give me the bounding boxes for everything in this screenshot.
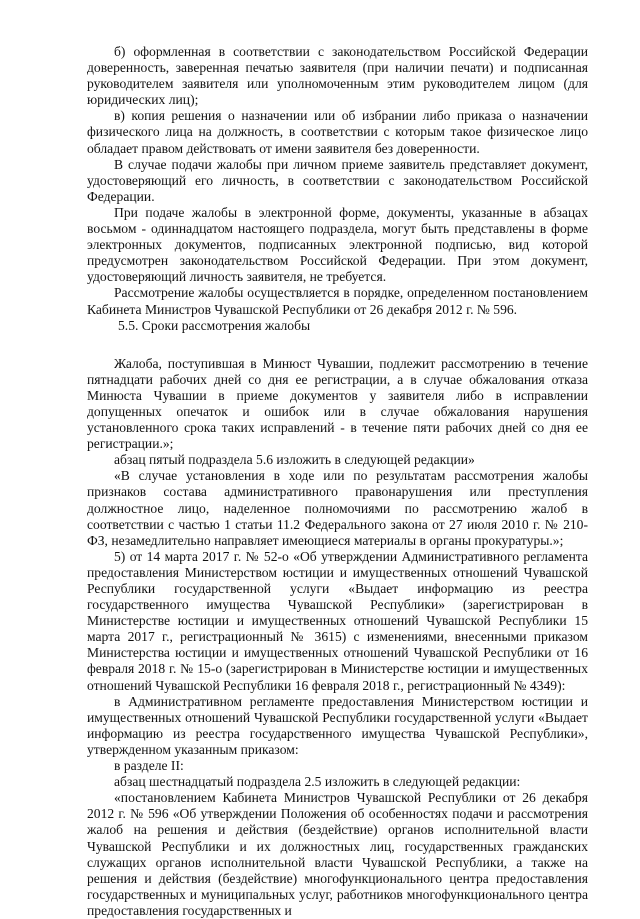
paragraph-review-procedure: Рассмотрение жалобы осуществляется в порядке, определенном постановлением Кабинета Министров Чувашской Республики от 26 декабря 2012 г. № 596. [87, 285, 588, 317]
paragraph-regulation: в Административном регламенте предоставления Министерством юстиции и имущественных отношений Чувашской Республики государственной услуги «Выдает информацию из реестра государственного имущества Чувашской Республики», утвержденном указанным приказом: [87, 693, 588, 757]
paragraph-electronic-form: При подаче жалобы в электронной форме, документы, указанные в абзацах восьмом - одиннадцатом настоящего подраздела, могут быть представлены в форме электронных документов, подписанных электронной подписью, вид которой предусмотрен законодательством Российской Федерации. При этом документ, удостоверяющий личность заявителя, не требуется. [87, 204, 588, 285]
paragraph-personal-reception: В случае подачи жалобы при личном приеме заявитель представляет документ, удостоверяющий его личность, в соответствии с законодательством Российской Федерации. [87, 156, 588, 204]
document-page [87, 44, 588, 919]
paragraph-amendment-2-5: абзац шестнадцатый подраздела 2.5 изложить в следующей редакции: [114, 774, 521, 790]
paragraph-power-of-attorney: б) оформленная в соответствии с законодательством Российской Федерации доверенность, заверенная печатью заявителя (при наличии печати) и подписанная руководителем заявителя или уполномоченным этим руководителем лицом (для юридических лиц); [87, 44, 588, 108]
paragraph-section-ii: в разделе II: [114, 758, 184, 774]
paragraph-amendment-5-6: абзац пятый подраздела 5.6 изложить в следующей редакции» [114, 452, 475, 468]
paragraph-violation-signs: «В случае установления в ходе или по результатам рассмотрения жалобы признаков состава административного правонарушения или преступления должностное лицо, наделенное полномочиями по рассмотрению жалоб в соответствии с частью 1 статьи 11.2 Федерального закона от 27 июля 2010 г. № 210-ФЗ, незамедлительно направляет имеющиеся материалы в органы прокуратуры.»; [87, 468, 588, 548]
paragraph-resolution-596: «постановлением Кабинета Министров Чувашской Республики от 26 декабря 2012 г. № 596 «Об утверждении Положения об особенностях подачи и рассмотрения жалоб на решения и действия (бездействие) органов исполнительной власти Чувашской Республики и их должностных лиц, государственных гражданских служащих органов исполнительной власти Чувашской Республики, а также на решения и действия (бездействие) многофункционального центра предоставления государственных и муниципальных услуг, работников многофункционального центра предоставления государственных и [87, 790, 588, 918]
section-heading: 5.5. Сроки рассмотрения жалобы [118, 317, 311, 333]
paragraph-appointment-decision: в) копия решения о назначении или об избрании либо приказа о назначении физического лица на должность, в соответствии с которым такое физическое лицо обладает правом действовать от имени заявителя без доверенности. [87, 108, 588, 156]
paragraph-review-terms: Жалоба, поступившая в Минюст Чувашии, подлежит рассмотрению в течение пятнадцати рабочих дней со дня ее регистрации, а в случае обжалования отказа Минюста Чувашии в приеме документов у заявителя либо в исправлении допущенных опечаток и ошибок или в случае обжалования нарушения установленного срока таких исправлений - в течение пяти рабочих дней со дня ее регистрации.»; [87, 355, 588, 452]
paragraph-order-52-o: 5) от 14 марта 2017 г. № 52-о «Об утверждении Административного регламента предоставления Министерством юстиции и имущественных отношений Чувашской Республики государственной услуги «Выдает информацию из реестра государственного имущества Чувашской Республики» (зарегистрирован в Министерстве юстиции и имущественных отношений Чувашской Республики 15 марта 2017 г., регистрационный № 3615) с изменениями, внесенными приказом Министерства юстиции и имущественных отношений Чувашской Республики от 16 февраля 2018 г. № 15-о (зарегистрирован в Министерстве юстиции и имущественных отношений Чувашской Республики 16 февраля 2018 г., регистрационный № 4349): [87, 548, 588, 693]
